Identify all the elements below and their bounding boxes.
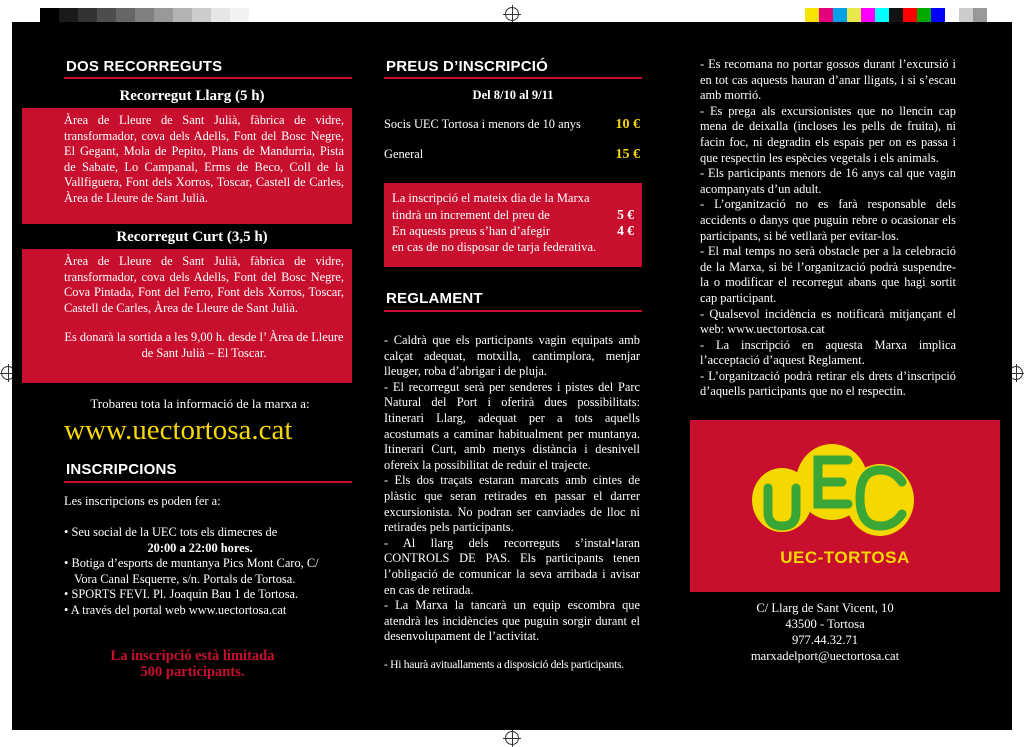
members-price: 10 € (615, 117, 640, 132)
gray-swatch (78, 8, 97, 22)
short-route-box (22, 249, 352, 383)
price-row-general (384, 147, 640, 163)
rule-item: - Caldrà que els participants vagin equipats amb calçat adequat, motxilla, cantimplora, menjar lleuger, roba d’abrigar i de pluja. (384, 333, 640, 379)
rules-list-right (700, 57, 956, 400)
long-route-text: Àrea de Lleure de Sant Julià, fàbrica de vidre, transformador, cova dels Adells, Font del Bosc Negre, El Gegant, Mola de Pepito, Plans de Mandurria, Pista de Sabate, Lo Campanal, Erms de Beco, Coll de la Vallfiguera, Font dels Xorros, Toscar, Castell de Carles, Àrea de Lleure de Sant Julià. (64, 113, 344, 205)
short-route-text: Àrea de Lleure de Sant Julià, fàbrica de vidre, transformador, cova dels Adells, Font del Bosc Negre, Cova Pintada, Font del Ferro, Font dels Xorros, Toscar, Castell de Carles, Àrea de Lleure de Sant Julià. (64, 254, 344, 315)
email-link[interactable]: marxadelport@uectortosa.cat (750, 649, 900, 663)
prices-heading-rule (384, 77, 642, 79)
club-logo-panel (690, 420, 1000, 592)
list-item: • Seu social de la UEC tots els dimecres de (64, 525, 278, 539)
price-row-members (384, 117, 640, 133)
color-swatch (931, 8, 945, 22)
rule-item: - Es recomana no portar gossos durant l’excursió i en tot cas aquests hauran d’anar lligats, i si s’escau amb morrió. (700, 57, 956, 103)
color-swatch (889, 8, 903, 22)
surcharge-row-2: En aquests preus s’han d’afegir 4 € (392, 223, 634, 239)
rule-item: - L’organització podrà retirar els drets d’inscripció d’aquells participants que no el respectin. (700, 368, 956, 399)
color-swatch (833, 8, 847, 22)
surcharge-line-1: La inscripció el mateix dia de la Marxa (392, 191, 590, 205)
gray-swatch (211, 8, 230, 22)
color-swatch (973, 8, 987, 22)
surcharge-value-1: 5 € (617, 206, 634, 222)
rule-item: - Els dos traçats estaran marcats amb cintes de plàstic que seran retirades en passar el darrer excursionista. No podran ser canviades de lloc ni retirades pels participants. (384, 473, 640, 535)
gray-swatch (135, 8, 154, 22)
registration-dates: Del 8/10 al 9/11 (472, 88, 554, 102)
gray-swatch (154, 8, 173, 22)
color-swatch (875, 8, 889, 22)
rule-item: - L’organització no es farà responsable dels accidents o danys que puguin rebre o ocasionar els participants, si bé vetllarà per evitar-los. (700, 197, 956, 243)
surcharge-box (384, 183, 642, 267)
surcharge-line-4: en cas de no disposar de tarja federativa. (392, 239, 597, 254)
inscriptions-heading: INSCRIPCIONS (66, 461, 177, 478)
rules-heading-rule (384, 310, 642, 312)
list-item: • A través del portal web www.uectortosa.cat (64, 602, 287, 617)
gray-swatch (249, 8, 268, 22)
inscriptions-list (64, 525, 336, 619)
color-swatch (805, 8, 819, 22)
inscriptions-intro: Les inscripcions es poden fer a: (64, 494, 221, 508)
limit-line-1: La inscripció està limitada (110, 648, 275, 664)
gray-swatch (116, 8, 135, 22)
gray-swatch (192, 8, 211, 22)
rules-list-middle (384, 333, 640, 645)
gray-swatch (59, 8, 78, 22)
surcharge-row-1: tindrà un increment del preu de 5 € (392, 206, 634, 222)
phone: 977.44.32.71 (791, 633, 859, 647)
address: C/ Llarg de Sant Vicent, 10 (756, 601, 894, 615)
contact-block (700, 600, 950, 664)
color-swatch (945, 8, 959, 22)
start-info: Es donarà la sortida a les 9,00 h. desde l’ Àrea de Lleure de Sant Julià – El Toscar. (64, 330, 344, 360)
info-text: Trobareu tota la informació de la marxa a: (90, 396, 310, 411)
color-swatch (917, 8, 931, 22)
rule-item: - Es prega als excursionistes que no llencin cap mena de deixalla (incloses les pells de fruita), ni facin foc, ni degradin els espais per on es passa i que respectin les espècies vegetals i els animals. (700, 103, 956, 165)
inscriptions-heading-rule (64, 481, 352, 483)
list-item: • SPORTS FEVI. Pl. Joaquin Bau 1 de Tortosa. (64, 587, 299, 602)
rule-item: - El mal temps no serà obstacle per a la celebració de la Marxa, si bé l’organització podrà suspendre-la o modificar el recorregut abans que hagi sortit cap participant. (700, 244, 956, 305)
routes-heading-rule (64, 77, 352, 79)
long-route-box (22, 108, 352, 224)
rule-item: - La inscripció en aquesta Marxa implica l’acceptació d’aquest Reglament. (700, 337, 956, 368)
registration-mark-top (505, 7, 519, 21)
color-swatch (819, 8, 833, 22)
rule-item: - Els participants menors de 16 anys cal que vagin acompanyats d’un adult. (700, 166, 956, 196)
limit-line-2: 500 participants. (140, 664, 245, 680)
color-swatch (903, 8, 917, 22)
general-price: 15 € (615, 147, 640, 162)
logo-name: UEC-TORTOSA (780, 548, 910, 567)
gray-swatch (40, 8, 59, 22)
rule-item: - Al llarg dels recorreguts s’instal•laran CONTROLS DE PAS. Els participants tenen l’obligació de comunicar la seva arribada i avisar en cas de retirada. (384, 535, 640, 597)
rule-item: - Qualsevol incidència es notificarà mitjançant el web: www.uectortosa.cat (700, 306, 956, 337)
surcharge-value-2: 4 € (617, 223, 634, 239)
gray-swatch (97, 8, 116, 22)
gray-swatch (230, 8, 249, 22)
color-swatch (959, 8, 973, 22)
color-swatch (847, 8, 861, 22)
city: 43500 - Tortosa (785, 617, 865, 631)
list-item: • Botiga d’esports de muntanya Pics Mont Caro, C/ Vora Canal Esquerre, s/n. Portals de Tortosa. (64, 556, 319, 586)
rules-last-item: - Hi haurà avituallaments a disposició dels participants. (384, 658, 624, 671)
rule-item: - El recorregut serà per senderes i pistes del Parc Natural del Port i oferirà dues possibilitats: Itinerari Llarg, adequat per a tots aquells acostumats a caminar habitualment per muntanya. Itinerari Curt, amb menys distància i desnivell ofereix la possibilitat de reduir el trajecte. (384, 379, 640, 472)
general-label: General (384, 147, 424, 161)
list-item-hours: 20:00 a 22:00 hores. (147, 540, 253, 555)
website-link[interactable]: www.uectortosa.cat (64, 414, 293, 446)
prices-heading: PREUS D’INSCRIPCIÓ (386, 58, 548, 75)
registration-mark-bottom (505, 731, 519, 745)
gray-swatch (173, 8, 192, 22)
routes-heading: DOS RECORREGUTS (66, 58, 223, 75)
rule-item: - La Marxa la tancarà un equip escombra que atendrà les incidències que puguin sorgir durant el desenvolupament de l’activitat. (384, 598, 640, 644)
members-label: Socis UEC Tortosa i menors de 10 anys (384, 117, 581, 131)
rules-heading: REGLAMENT (386, 290, 483, 307)
short-route-title: Recorregut Curt (3,5 h) (116, 229, 268, 245)
limit-notice (40, 648, 345, 680)
long-route-title: Recorregut Llarg (5 h) (119, 88, 265, 104)
color-swatch (861, 8, 875, 22)
